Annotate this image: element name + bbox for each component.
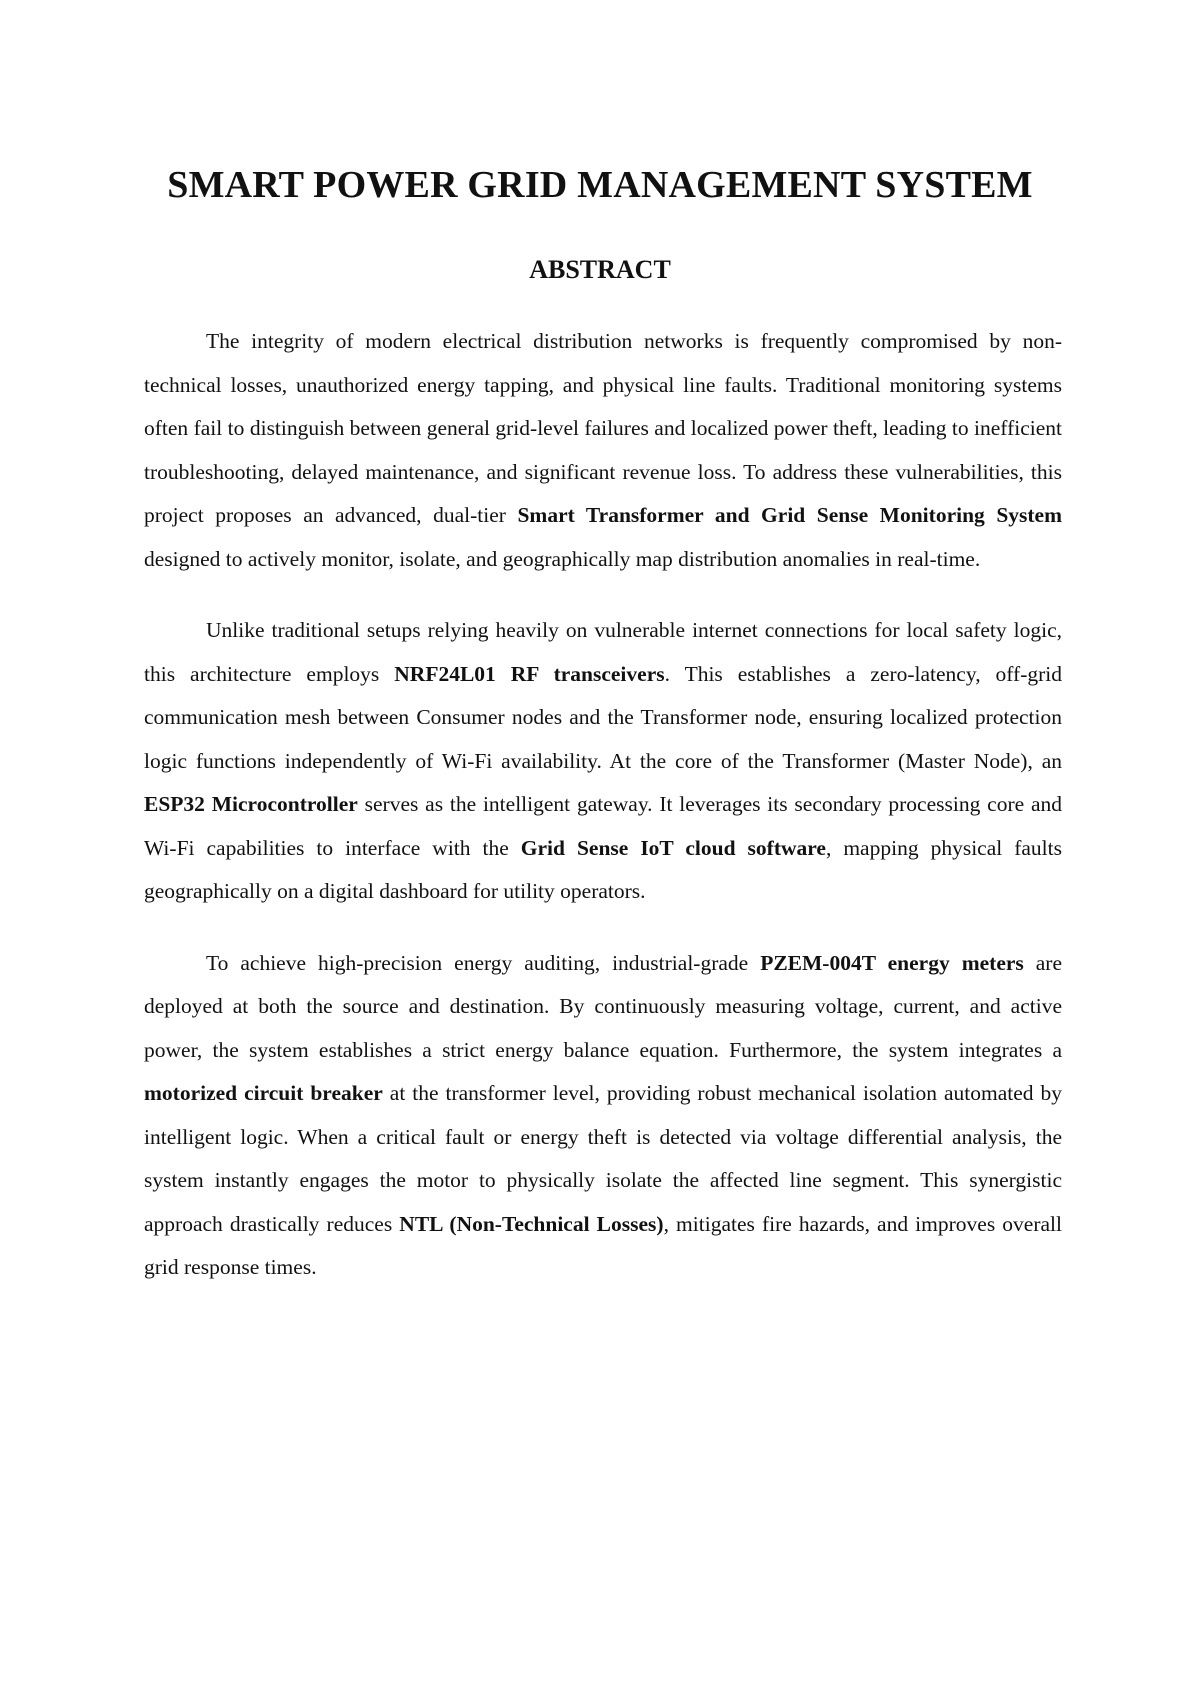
text-run: , mapping physical faults geographically on a digital dashboard for utility operators. (144, 835, 1062, 903)
bold-term: PZEM-004T energy meters (760, 950, 1024, 975)
abstract-paragraph (144, 320, 1062, 581)
abstract-paragraph (144, 609, 1062, 914)
document-title: SMART POWER GRID MANAGEMENT SYSTEM (167, 164, 1033, 206)
text-run: are deployed at both the source and destination. By continuously measuring voltage, current, and active power, the system establishes a strict energy balance equation. Furthermore, the system integrates a (144, 950, 1063, 1062)
text-run: designed to actively monitor, isolate, and geographically map distribution anomalies in real-time. (144, 546, 981, 571)
text-run: at the transformer level, providing robust mechanical isolation automated by intelligent logic. When a critical fault or energy theft is detected via voltage differential analysis, the system instantly engages the motor to physically isolate the affected line segment. This synergistic approach drastically reduces (144, 1081, 1062, 1236)
bold-term: Smart Transformer and Grid Sense Monitoring System (517, 503, 1063, 527)
bold-term: NTL (Non-Technical Losses) (399, 1211, 664, 1236)
abstract-body (144, 320, 1062, 1318)
text-run: , mitigates fire hazards, and improves overall grid response times. (144, 1211, 1062, 1279)
abstract-heading: ABSTRACT (529, 255, 671, 284)
bold-term: Grid Sense IoT cloud software (520, 835, 826, 860)
text-run: . This establishes a zero-latency, off-grid communication mesh between Consumer nodes and the Transformer node, ensuring localized protection logic functions independently of Wi-Fi availability. At the core of the Transformer (Master Node), an (144, 661, 1063, 773)
text-run: serves as the intelligent gateway. It leverages its secondary processing core and Wi-Fi capabilities to interface with the (144, 792, 1062, 860)
bold-term: NRF24L01 RF transceivers (394, 661, 665, 686)
abstract-paragraph (144, 942, 1062, 1290)
text-run: The integrity of modern electrical distribution networks is frequently compromised by non-technical losses, unauthorized energy tapping, and physical line faults. Traditional monitoring systems often fail to distinguish between general grid-level failures and localized power theft, leading to inefficient troubleshooting, delayed maintenance, and significant revenue loss. To address these vulnerabilities, this project proposes an advanced, dual-tier (144, 329, 1062, 527)
bold-term: ESP32 Microcontroller (144, 792, 358, 816)
text-run: To achieve high-precision energy auditing, industrial-grade (206, 950, 761, 975)
bold-term: motorized circuit breaker (144, 1081, 383, 1105)
text-run: Unlike traditional setups relying heavily on vulnerable internet connections for local safety logic, this architecture employs (144, 618, 1062, 686)
